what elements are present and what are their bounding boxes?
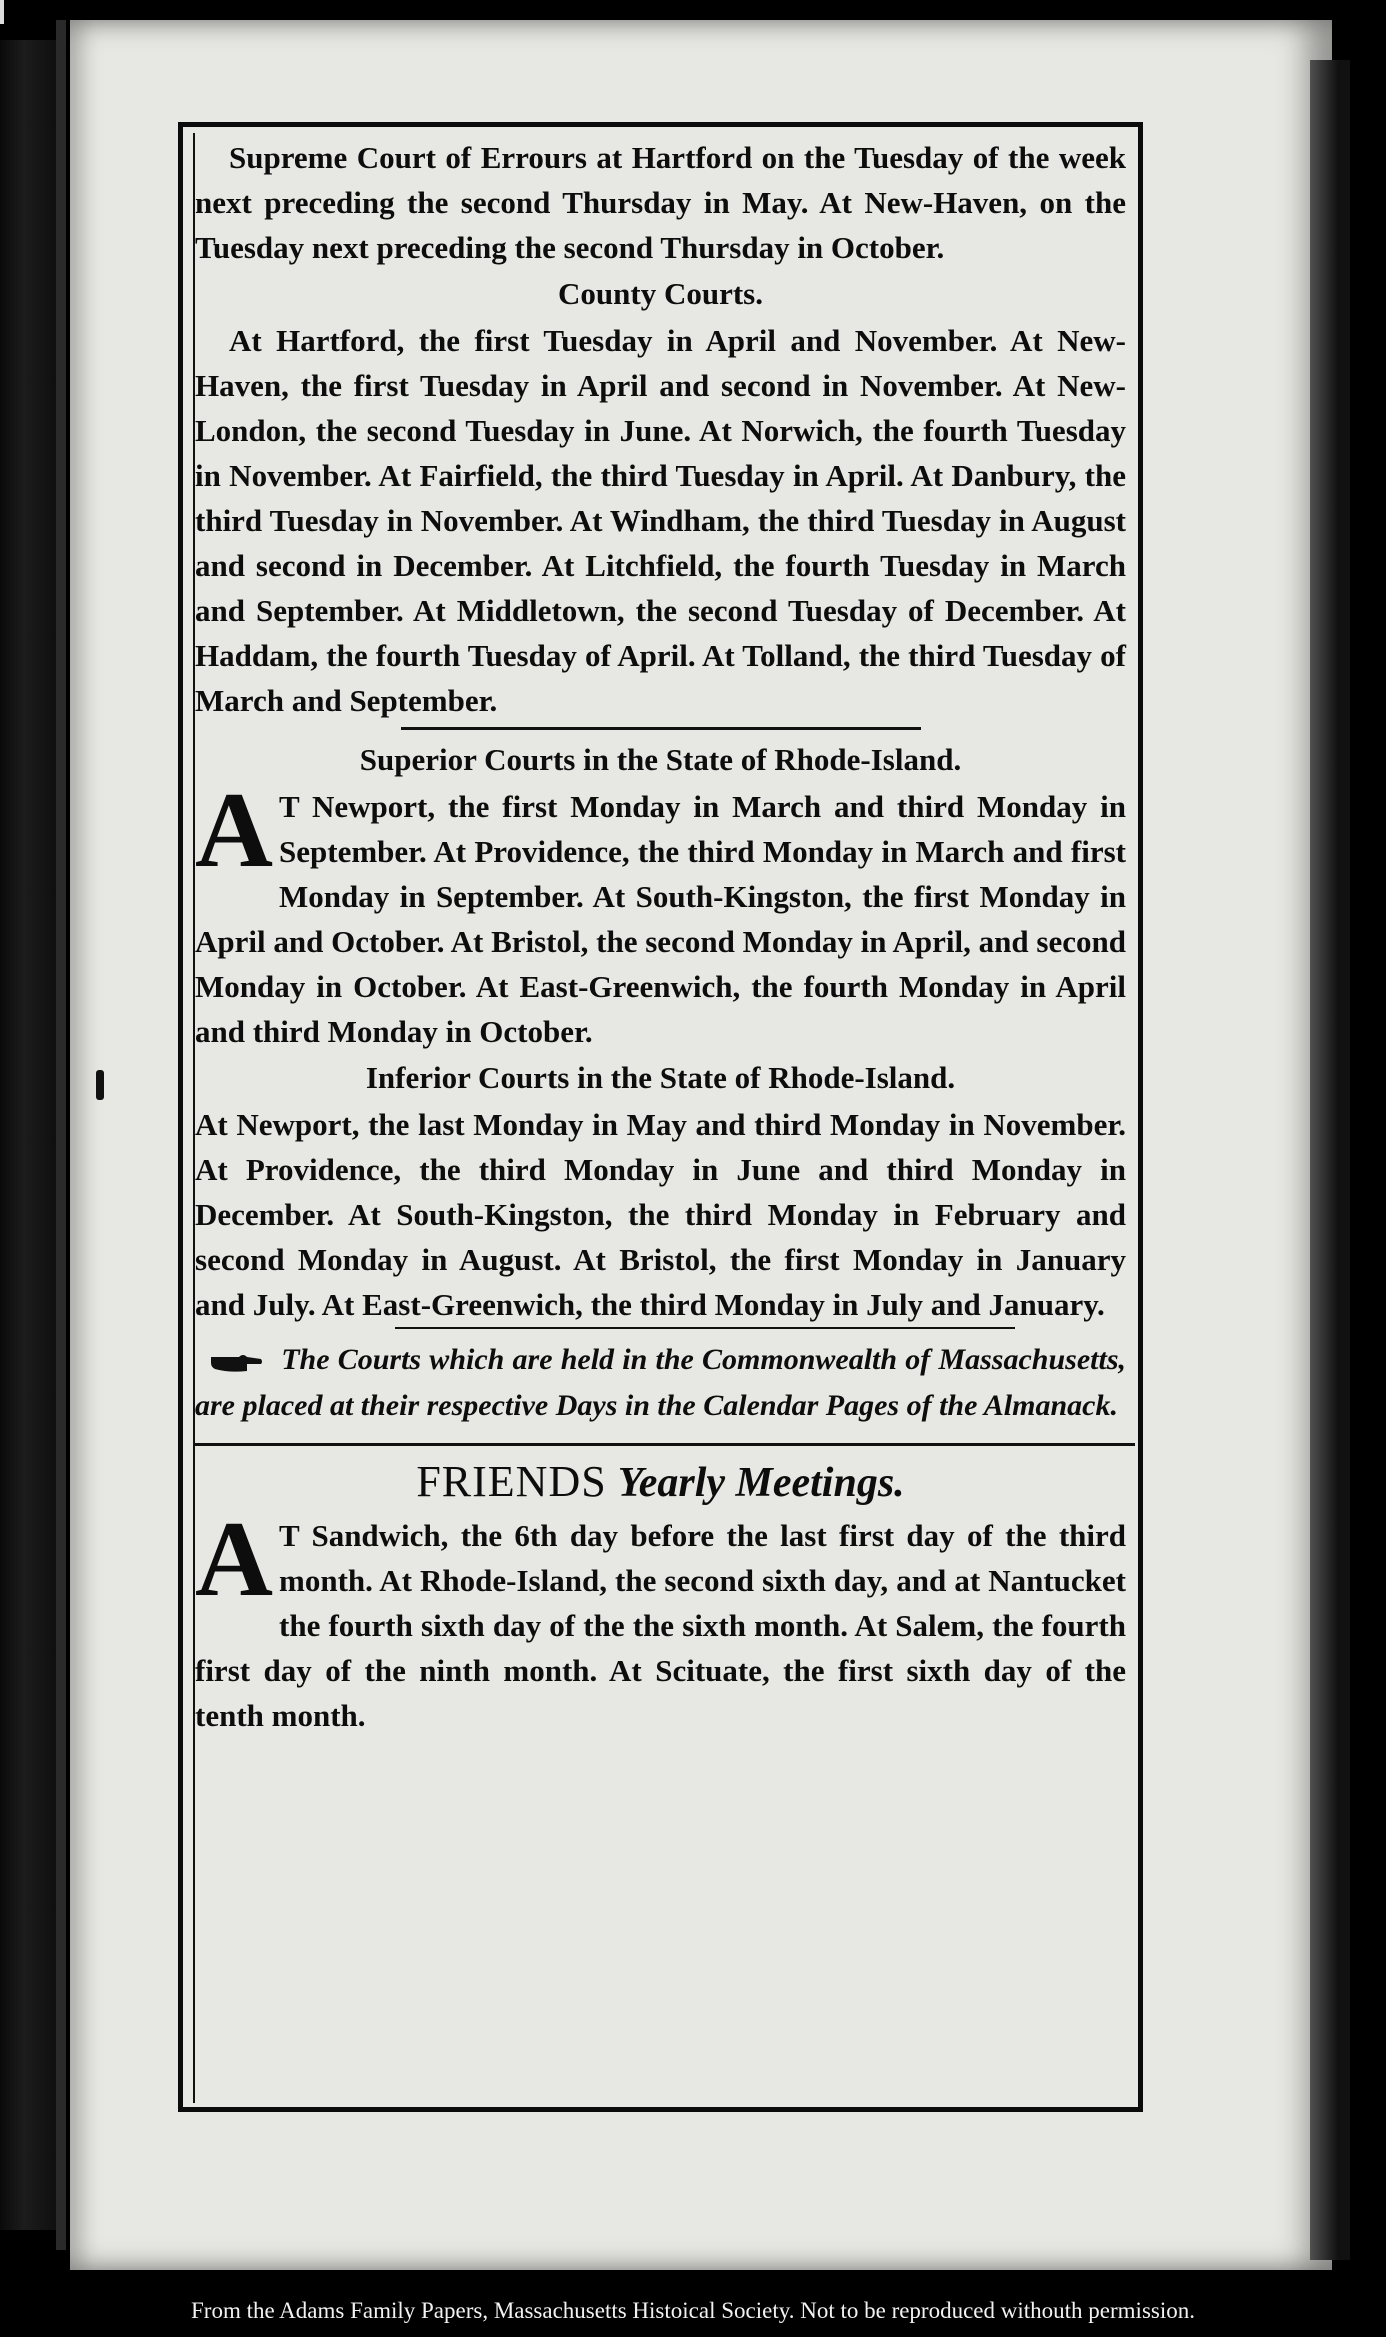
superior-courts-paragraph: T Newport, the first Monday in March and third Monday in September. At Providence, the third Monday in March and first Monday in September. At South-Kingston, the first Monday in April and October. At Bristol, the second Monday in April, and second Monday in October. At East-Greenwich, the fourth Monday in April and third Monday in October. <box>195 789 1126 1049</box>
section-divider <box>195 1443 1135 1446</box>
friends-heading <box>195 1452 1126 1513</box>
page-gutter <box>56 20 66 2250</box>
superior-courts-heading: Superior Courts in the State of Rhode-Island. <box>359 742 962 777</box>
margin-mark <box>0 0 4 24</box>
pointing-hand-icon <box>209 1349 263 1375</box>
facing-page <box>0 40 60 2230</box>
margin-mark <box>96 1070 104 1100</box>
inferior-courts-paragraph: At Newport, the last Monday in May and third Monday in November. At Providence, the third Monday in June and third Monday in December. At South-Kingston, the third Monday in February and second Monday in August. At Bristol, the first Monday in January and July. At East-Greenwich, the third Monday in July and January. <box>195 1107 1126 1322</box>
county-courts-paragraph: At Hartford, the first Tuesday in April and November. At New-Haven, the first Tuesday in April and second in November. At New-London, the second Tuesday in June. At Norwich, the fourth Tuesday in November. At Fairfield, the third Tuesday in April. At Danbury, the third Tuesday in November. At Windham, the third Tuesday in August and second in December. At Litchfield, the fourth Tuesday in March and September. At Middletown, the second Tuesday of December. At Haddam, the fourth Tuesday of April. At Tolland, the third Tuesday of March and September. <box>195 323 1126 718</box>
friends-heading-sub: Yearly Meetings. <box>617 1460 905 1506</box>
county-courts-heading: County Courts. <box>558 276 763 311</box>
inferior-courts-heading: Inferior Courts in the State of Rhode-Island. <box>365 1060 956 1095</box>
friends-block <box>195 1500 1126 1738</box>
massachusetts-note <box>195 1337 1126 1429</box>
friends-heading-main: FRIENDS <box>416 1457 607 1506</box>
friends-paragraph: T Sandwich, the 6th day before the last first day of the third month. At Rhode-Island, the second sixth day, and at Nantucket the fourth sixth day of the the sixth month. At Salem, the fourth first day of the ninth month. At Scituate, the first sixth day of the tenth month. <box>195 1518 1126 1733</box>
section-divider <box>395 1327 1015 1329</box>
massachusetts-note-text: The Courts which are held in the Commonwealth of Massachusetts, are placed at their respective Days in the Calendar Pages of the Almanack. <box>195 1343 1126 1422</box>
drop-cap: A <box>195 1500 273 1619</box>
drop-cap: A <box>195 771 273 890</box>
archive-credit-footer: From the Adams Family Papers, Massachusetts Histoical Society. Not to be reproduced withouth permission. <box>191 2298 1195 2323</box>
superior-courts-block <box>195 771 1126 1054</box>
text-frame <box>178 122 1143 2112</box>
section-divider <box>401 727 921 730</box>
page-right-edge <box>1310 60 1350 2260</box>
errours-court-paragraph: Supreme Court of Errours at Hartford on the Tuesday of the week next preceding the second Thursday in May. At New-Haven, on the Tuesday next preceding the second Thursday in October. <box>195 140 1126 265</box>
